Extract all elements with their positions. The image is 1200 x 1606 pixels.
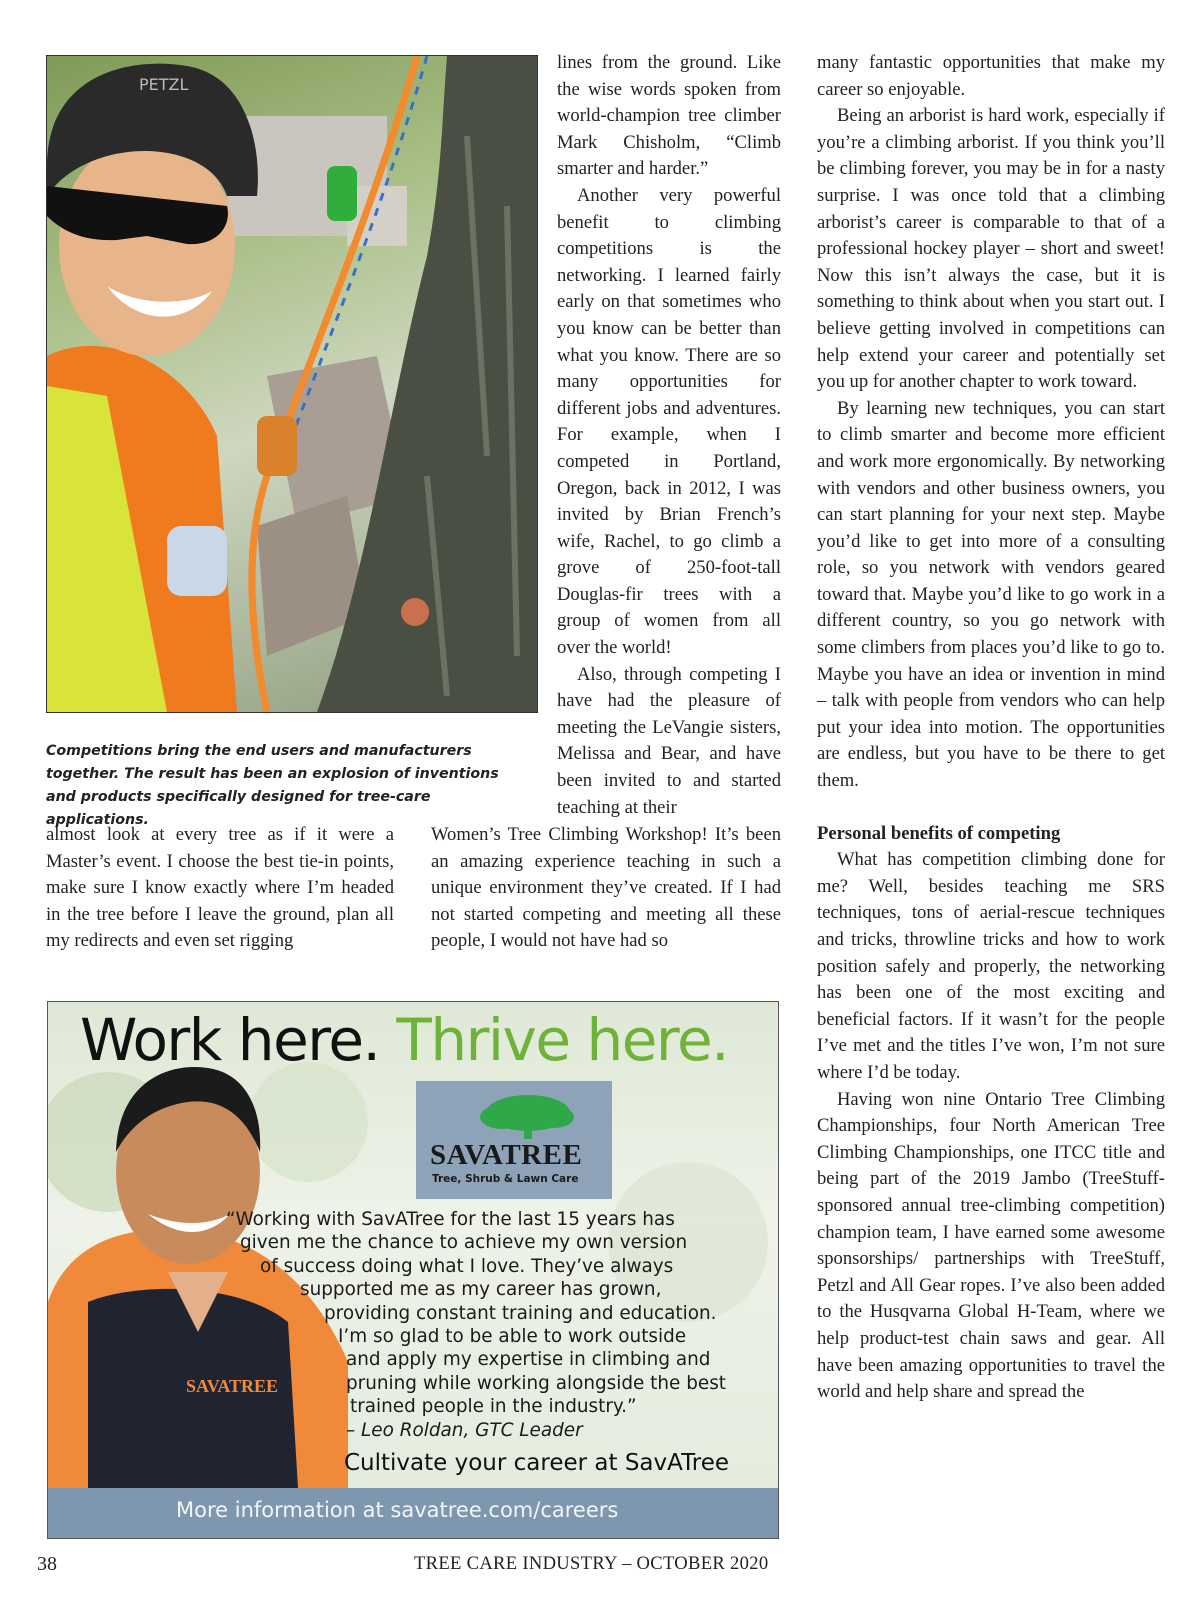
- testimonial-quote: [226, 1208, 774, 1442]
- ad-headline: [80, 1006, 728, 1074]
- column-right: [817, 50, 1165, 1406]
- ad-info-bar[interactable]: [48, 1488, 778, 1538]
- paragraph: lines from the ground. Like the wise words spoken from world-champion tree climber Mark Chisholm, “Climb smarter and harder.”: [557, 52, 781, 180]
- paragraph: By learning new techniques, you can start to climb smarter and become more efficient and work more ergonomically. By networking with vendors and other business owners, you can start planning for your next step. Maybe you’d like to get into more of a consulting role, so you network with vendors geared toward that. Maybe you’d like to go work in a different country, so you go network with some climbers from places you’d like to go to. Maybe you have an idea or invention in mind – talk with people from vendors who can help put your idea into motion. The opportunities are endless, but you have to be there to get them.: [817, 397, 1165, 792]
- savatree-logo: [416, 1081, 612, 1199]
- page-number: 38: [37, 1553, 57, 1575]
- paragraph: Women’s Tree Climbing Workshop! It’s been an amazing experience teaching in such a unique environment they’ve created. If I had not started competing and meeting all these people, I would not have had so: [431, 824, 781, 952]
- quote-line: given me the chance to achieve my own version: [240, 1232, 688, 1254]
- quote-line: pruning while working alongside the best: [346, 1372, 726, 1394]
- quote-line: and apply my expertise in climbing and: [346, 1349, 711, 1371]
- shirt-logo-text: SAVATREE: [186, 1376, 279, 1396]
- quote-line: I’m so glad to be able to work outside: [338, 1326, 687, 1348]
- svg-text:PETZL: PETZL: [139, 75, 189, 94]
- savatree-advertisement[interactable]: [47, 1001, 779, 1539]
- quote-signature: – Leo Roldan, GTC Leader: [346, 1419, 583, 1441]
- ad-headline-part-1: Work here.: [80, 1006, 380, 1074]
- paragraph: Another very powerful benefit to climbing competitions is the networking. I learned fairly early on that sometimes who you know can be better than what you know. There are so many opportunities for different jobs and adventures. For example, when I competed in Portland, Oregon, back in 2012, I was invited by Brian French’s wife, Rachel, to go climb a grove of 250-foot-tall Douglas-fir trees with a group of women from all over the world!: [557, 184, 781, 659]
- paragraph: Being an arborist is hard work, especially if you’re a climbing arborist. If you think you’ll be climbing forever, you may be in for a nasty surprise. I was once told that a climbing arborist’s career is comparable to that of a professional hockey player – short and sweet! Now this isn’t always the case, but it is something to think about when you start out. I believe getting involved in competitions can help extend your career and potentially set you up for another chapter to work toward.: [817, 105, 1165, 393]
- paragraph: What has competition climbing done for me? Well, besides teaching me SRS techniques, tons of aerial-rescue techniques and tricks, throwline tricks and how to work position safely and properly, the networking has been one of the most exciting and beneficial factors. If it wasn’t for the people I’ve met and the titles I’ve won, I’m not sure where I’d be today.: [817, 849, 1165, 1083]
- tree-logo-icon: [416, 1081, 612, 1141]
- paragraph: Having won nine Ontario Tree Climbing Championships, four North American Tree Climbing Championships, one ITCC title and being part of the 2019 Jambo (TreeStuff-sponsored annual tree-climbing competition) champion team, I have earned some awesome sponsorships/ partnerships with TreeStuff, Petzl and All Gear ropes. I’ve also been added to the Husqvarna Global H-Team, where we help product-test chain saws and gear. All have been amazing opportunities to travel the world and help share and spread the: [817, 1088, 1165, 1403]
- column-middle-bottom: [431, 822, 781, 955]
- logo-name: SAVATREE: [430, 1139, 583, 1171]
- ad-headline-part-2: Thrive here.: [396, 1006, 729, 1074]
- section-heading: Personal benefits of competing: [817, 822, 1061, 844]
- quote-line: of success doing what I love. They’ve always: [260, 1255, 674, 1277]
- climber-photo-illustration: [47, 56, 537, 712]
- logo-tagline: Tree, Shrub & Lawn Care: [432, 1173, 579, 1185]
- paragraph: Also, through competing I have had the pleasure of meeting the LeVangie sisters, Melissa and Bear, and have been invited to and started teaching at their: [557, 663, 781, 818]
- paragraph: almost look at every tree as if it were a Master’s event. I choose the best tie-in points, make sure I know exactly where I’m headed in the tree before I leave the ground, plan all my redirects and even set rigging: [46, 824, 394, 952]
- quote-line: supported me as my career has grown,: [300, 1279, 662, 1301]
- ad-call-to-action: Cultivate your career at SavATree: [344, 1450, 730, 1476]
- column-middle-top: [557, 50, 781, 821]
- column-left-bottom: [46, 822, 394, 955]
- page-footer: TREE CARE INDUSTRY – OCTOBER 2020: [414, 1553, 769, 1574]
- photo-caption: Competitions bring the end users and manufacturers together. The result has been an explosion of inventions and products specifically designed for tree-care applications.: [46, 743, 499, 828]
- paragraph: many fantastic opportunities that make my career so enjoyable.: [817, 52, 1165, 100]
- ad-careers-link[interactable]: More information at savatree.com/careers: [176, 1498, 619, 1522]
- quote-line: “Working with SavATree for the last 15 years has: [226, 1209, 675, 1230]
- article-photo: [46, 55, 538, 713]
- quote-line: providing constant training and education.: [324, 1302, 717, 1324]
- quote-line: trained people in the industry.”: [350, 1396, 637, 1418]
